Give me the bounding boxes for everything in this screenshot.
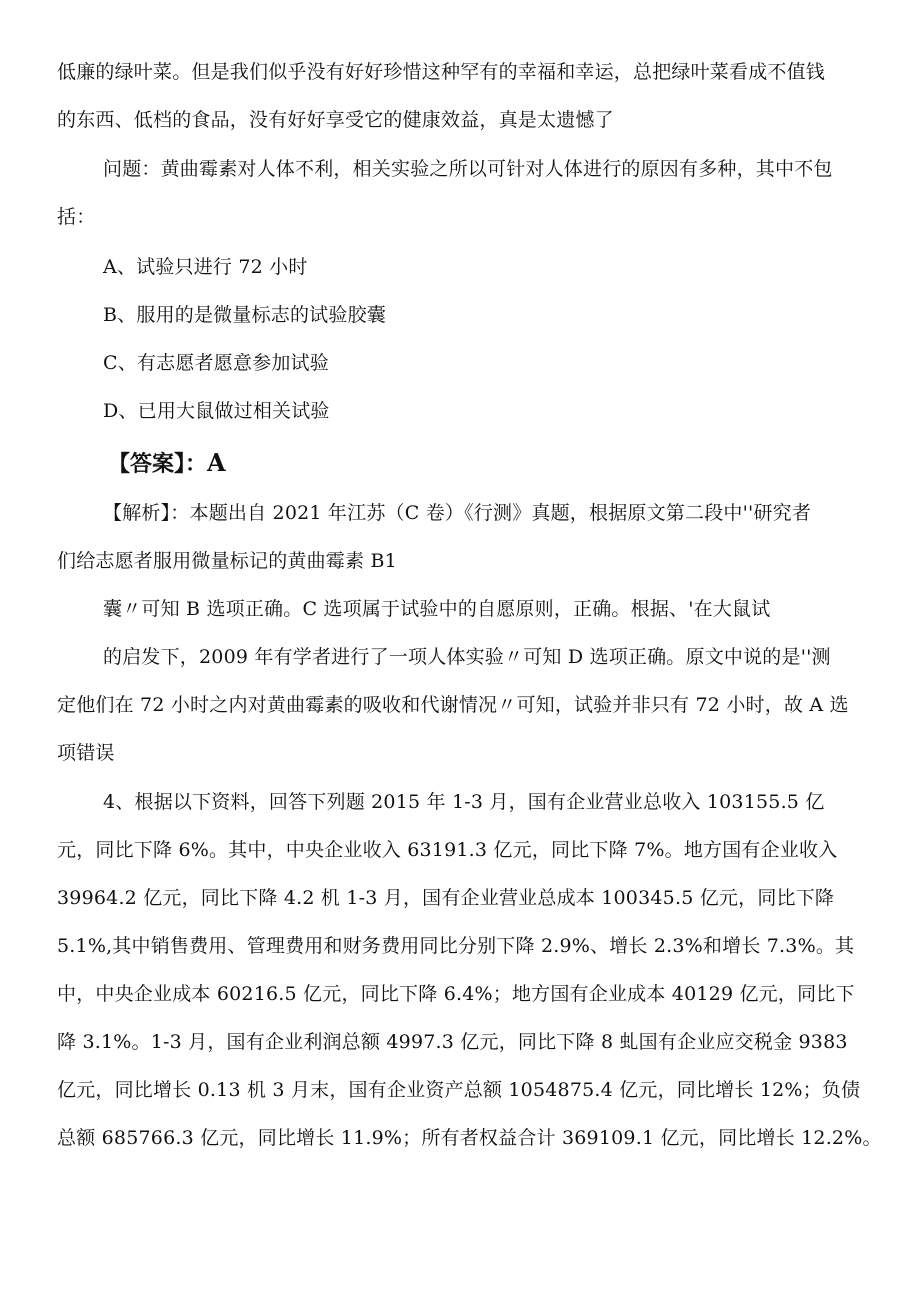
option-c: C、有志愿者愿意参加试验	[103, 352, 329, 374]
answer-line	[108, 449, 226, 479]
option-a: A、试验只进行 72 小时	[103, 256, 308, 278]
analysis-line: 项错误	[57, 742, 115, 764]
analysis-line: 们给志愿者服用微量标记的黄曲霉素 B1	[57, 550, 397, 572]
analysis-line: 囊〃可知 B 选项正确。C 选项属于试验中的自愿原则，正确。根据、'在大鼠试	[103, 598, 771, 620]
material-line: 39964.2 亿元，同比下降 4.2 机 1-3 月，国有企业营业总成本 100345.5 亿元，同比下降	[57, 887, 835, 909]
answer-label: 【答案】：	[108, 452, 208, 477]
option-b: B、服用的是微量标志的试验胶囊	[103, 304, 386, 326]
analysis-line: 的启发下，2009 年有学者进行了一项人体实验〃可知 D 选项正确。原文中说的是''测	[103, 646, 831, 668]
analysis-line: 【解析】：本题出自 2021 年江苏（C 卷）《行测》真题，根据原文第二段中''研究者	[103, 502, 812, 524]
material-line: 总额 685766.3 亿元，同比增长 11.9%；所有者权益合计 369109.1 亿元，同比增长 12.2%。	[57, 1127, 882, 1149]
material-line: 中，中央企业成本 60216.5 亿元，同比下降 6.4%；地方国有企业成本 40129 亿元，同比下	[57, 983, 855, 1005]
paragraph-line: 低廉的绿叶菜。但是我们似乎没有好好珍惜这种罕有的幸福和幸运，总把绿叶菜看成不值钱	[57, 61, 826, 83]
material-line: 5.1%,其中销售费用、管理费用和财务费用同比分别下降 2.9%、增长 2.3%和增长 7.3%。其	[57, 935, 855, 957]
material-line: 4、根据以下资料，回答下列题 2015 年 1-3 月，国有企业营业总收入 103155.5 亿	[103, 791, 825, 813]
material-line: 元，同比下降 6%。其中，中央企业收入 63191.3 亿元，同比下降 7%。地方国有企业收入	[57, 839, 838, 861]
material-line: 亿元，同比增长 0.13 机 3 月末，国有企业资产总额 1054875.4 亿元，同比增长 12%；负债	[57, 1079, 861, 1101]
material-line: 降 3.1%。1-3 月，国有企业利润总额 4997.3 亿元，同比下降 8 虬国有企业应交税金 9383	[57, 1031, 848, 1053]
paragraph-line: 的东西、低档的食品，没有好好享受它的健康效益，真是太遗憾了	[57, 109, 614, 131]
question-line: 括：	[57, 206, 96, 228]
question-line: 问题：黄曲霉素对人体不利，相关实验之所以可针对人体进行的原因有多种，其中不包	[103, 158, 833, 180]
option-d: D、已用大鼠做过相关试验	[103, 400, 330, 422]
analysis-line: 定他们在 72 小时之内对黄曲霉素的吸收和代谢情况〃可知，试验并非只有 72 小时，故 A 选	[57, 694, 849, 716]
answer-value: A	[207, 448, 226, 477]
